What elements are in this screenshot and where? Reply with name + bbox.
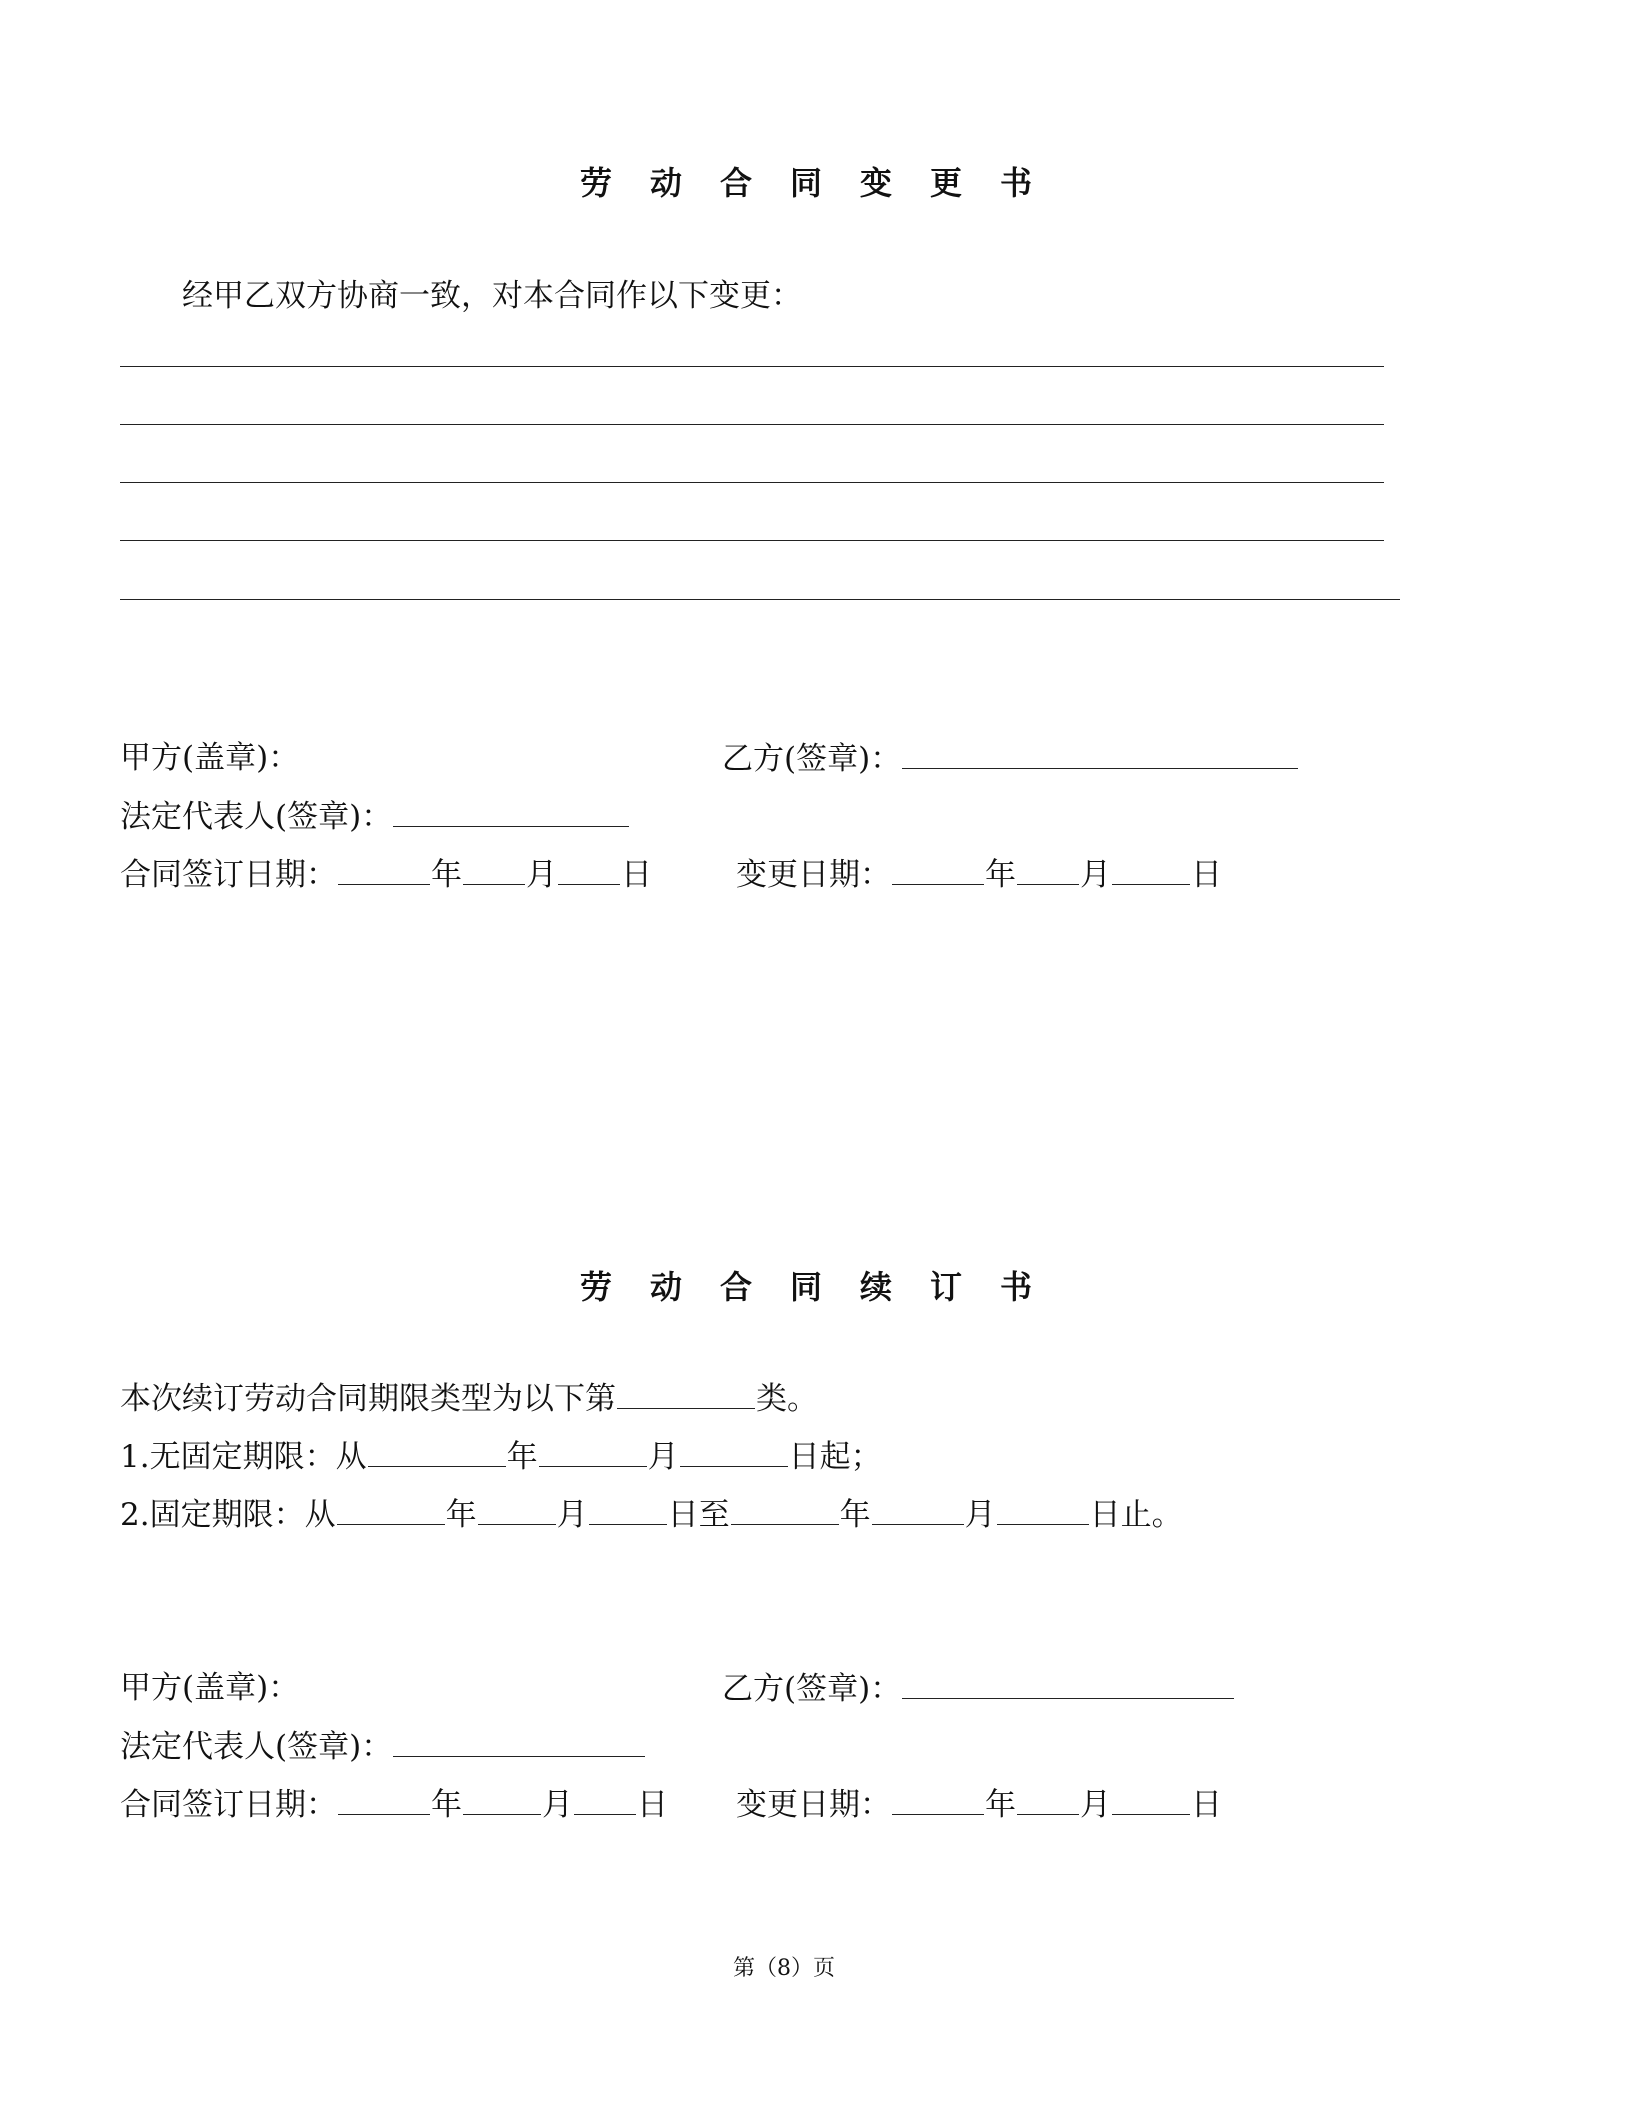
change-content-line-2[interactable] xyxy=(120,424,1384,425)
renewal-sign-month-unit: 月 xyxy=(542,1787,573,1823)
change-change-date xyxy=(736,854,1222,895)
renewal-legal-rep-label: 法定代表人(签章)： xyxy=(120,1729,393,1765)
change-change-year-unit: 年 xyxy=(985,857,1016,893)
change-sign-month-field[interactable] xyxy=(463,854,525,885)
renewal-party-a-label: 甲方(盖章)： xyxy=(120,1670,300,1706)
renewal-change-date-label: 变更日期： xyxy=(736,1787,891,1823)
renewal-sign-month-field[interactable] xyxy=(463,1784,541,1815)
change-change-month-field[interactable] xyxy=(1017,854,1079,885)
renewal-type-line xyxy=(120,1378,818,1419)
change-change-year-field[interactable] xyxy=(892,854,984,885)
renewal-type-field[interactable] xyxy=(617,1378,755,1409)
change-title: 劳动合同变更书 xyxy=(580,164,1071,202)
renewal-opt2-start-day-field[interactable] xyxy=(589,1494,667,1525)
change-content-line-3[interactable] xyxy=(120,482,1384,483)
change-sign-year-unit: 年 xyxy=(431,857,462,893)
renewal-sign-date xyxy=(120,1784,668,1825)
change-sign-date xyxy=(120,854,652,895)
renewal-option-2-label: 2.固定期限：从 xyxy=(120,1497,336,1533)
change-change-date-label: 变更日期： xyxy=(736,857,891,893)
renewal-opt1-month-unit: 月 xyxy=(647,1439,679,1475)
renewal-legal-rep-signature-field[interactable] xyxy=(393,1726,645,1757)
renewal-opt2-end-month-unit: 月 xyxy=(964,1497,996,1533)
renewal-change-date xyxy=(736,1784,1222,1825)
change-party-b-signature-field[interactable] xyxy=(902,738,1298,769)
renewal-opt2-start-year-unit: 年 xyxy=(445,1497,477,1533)
change-content-line-5[interactable] xyxy=(120,599,1400,600)
change-sign-day-field[interactable] xyxy=(558,854,620,885)
renewal-change-year-field[interactable] xyxy=(892,1784,984,1815)
renewal-sign-day-unit: 日 xyxy=(637,1787,668,1823)
renewal-opt2-start-month-unit: 月 xyxy=(556,1497,588,1533)
renewal-type-suffix: 类。 xyxy=(756,1381,818,1417)
renewal-party-b-label: 乙方(签章)： xyxy=(722,1671,902,1707)
renewal-change-month-unit: 月 xyxy=(1080,1787,1111,1823)
renewal-change-month-field[interactable] xyxy=(1017,1784,1079,1815)
renewal-opt2-end-suffix: 日止。 xyxy=(1089,1497,1183,1533)
page-number: 第（8）页 xyxy=(733,1956,835,1981)
change-sign-day-unit: 日 xyxy=(621,857,652,893)
renewal-sign-date-label: 合同签订日期： xyxy=(120,1787,337,1823)
renewal-opt2-end-year-unit: 年 xyxy=(839,1497,871,1533)
renewal-opt2-mid: 日至 xyxy=(667,1497,730,1533)
renewal-option-2 xyxy=(120,1494,1183,1535)
change-sign-year-field[interactable] xyxy=(338,854,430,885)
renewal-legal-rep xyxy=(120,1726,646,1767)
change-legal-rep-signature-field[interactable] xyxy=(393,796,629,827)
renewal-opt2-start-year-field[interactable] xyxy=(337,1494,445,1525)
change-sign-month-unit: 月 xyxy=(526,857,557,893)
renewal-party-b xyxy=(722,1668,1235,1709)
change-legal-rep xyxy=(120,796,630,837)
change-sign-date-label: 合同签订日期： xyxy=(120,857,337,893)
change-content-line-4[interactable] xyxy=(120,540,1384,541)
renewal-option-1-label: 1.无固定期限：从 xyxy=(120,1439,367,1475)
change-party-b-label: 乙方(签章)： xyxy=(722,741,902,777)
renewal-sign-day-field[interactable] xyxy=(574,1784,636,1815)
renewal-option-1 xyxy=(120,1436,882,1477)
renewal-change-day-field[interactable] xyxy=(1112,1784,1190,1815)
renewal-party-b-signature-field[interactable] xyxy=(902,1668,1234,1699)
renewal-opt1-day-suffix: 日起； xyxy=(788,1439,882,1475)
renewal-opt2-start-month-field[interactable] xyxy=(478,1494,556,1525)
renewal-opt2-end-day-field[interactable] xyxy=(997,1494,1089,1525)
renewal-change-day-unit: 日 xyxy=(1191,1787,1222,1823)
change-change-day-field[interactable] xyxy=(1112,854,1190,885)
renewal-type-label: 本次续订劳动合同期限类型为以下第 xyxy=(120,1381,616,1417)
renewal-sign-year-unit: 年 xyxy=(431,1787,462,1823)
change-legal-rep-label: 法定代表人(签章)： xyxy=(120,799,393,835)
renewal-opt2-end-year-field[interactable] xyxy=(731,1494,839,1525)
renewal-sign-year-field[interactable] xyxy=(338,1784,430,1815)
renewal-opt1-year-field[interactable] xyxy=(368,1436,506,1467)
change-change-month-unit: 月 xyxy=(1080,857,1111,893)
change-intro: 经甲乙双方协商一致，对本合同作以下变更： xyxy=(182,278,802,314)
renewal-change-year-unit: 年 xyxy=(985,1787,1016,1823)
change-change-day-unit: 日 xyxy=(1191,857,1222,893)
renewal-opt1-year-unit: 年 xyxy=(506,1439,538,1475)
renewal-opt2-end-month-field[interactable] xyxy=(872,1494,964,1525)
change-content-line-1[interactable] xyxy=(120,366,1384,367)
change-party-a-label: 甲方(盖章)： xyxy=(120,740,300,776)
change-party-b xyxy=(722,738,1299,779)
renewal-opt1-day-field[interactable] xyxy=(680,1436,788,1467)
renewal-opt1-month-field[interactable] xyxy=(539,1436,647,1467)
renewal-title: 劳动合同续订书 xyxy=(580,1268,1071,1306)
